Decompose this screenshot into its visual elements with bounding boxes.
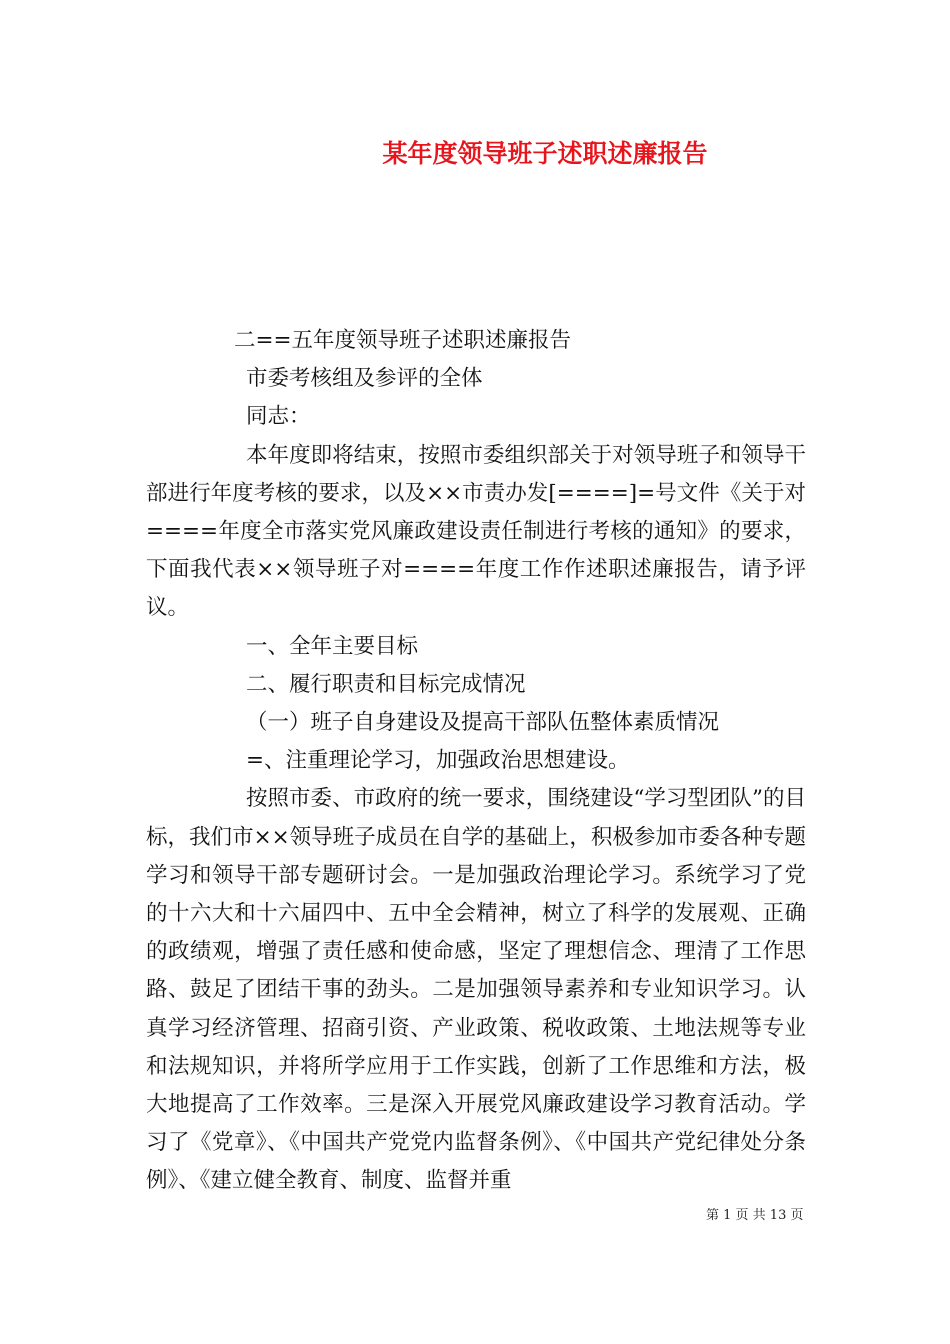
paragraph-study: 按照市委、市政府的统一要求，围绕建设“学习型团队”的目标，我们市××领导班子成员在自学的基础上，积极参加市委各种专题学习和领导干部专题研讨会。一是加强政治理论学习。系统学习了党的十六大和十六届四中、五中全会精神，树立了科学的发展观、正确的政绩观，增强了责任感和使命感，坚定了理想信念、理清了工作思路、鼓足了团结干事的劲头。二是加强领导素养和专业知识学习。认真学习经济管理、招商引资、产业政策、税收政策、土地法规等专业和法规知识，并将所学应用于工作实践，创新了工作思维和方法，极大地提高了工作效率。三是深入开展党风廉政建设学习教育活动。学习了《党章》、《中国共产党党内监督条例》、《中国共产党纪律处分条例》、《建立健全教育、制度、监督并重 xyxy=(146,786,806,1194)
paragraph-intro: 本年度即将结束，按照市委组织部关于对领导班子和领导干部进行年度考核的要求，以及××市责办发[====]=号文件《关于对====年度全市落实党风廉政建设责任制进行考核的通知》的要求，下面我代表××领导班子对====年度工作作述职述廉报告，请予评议。 xyxy=(146,442,806,621)
document-title: 某年度领导班子述职述廉报告 xyxy=(382,139,708,168)
paragraph-salutation-1: 市委考核组及参评的全体 xyxy=(246,366,483,392)
item-heading-1: =、注重理论学习，加强政治思想建设。 xyxy=(246,748,630,774)
subsection-heading-1: （一）班子自身建设及提高干部队伍整体素质情况 xyxy=(246,710,720,736)
paragraph-salutation-2: 同志： xyxy=(246,404,311,430)
section-heading-1: 一、全年主要目标 xyxy=(246,633,419,659)
page-number: 第 1 页 共 13 页 xyxy=(706,1208,804,1223)
paragraph-heading: 二==五年度领导班子述职述廉报告 xyxy=(234,328,572,353)
section-heading-2: 二、履行职责和目标完成情况 xyxy=(246,671,526,697)
document-body xyxy=(146,322,806,1201)
